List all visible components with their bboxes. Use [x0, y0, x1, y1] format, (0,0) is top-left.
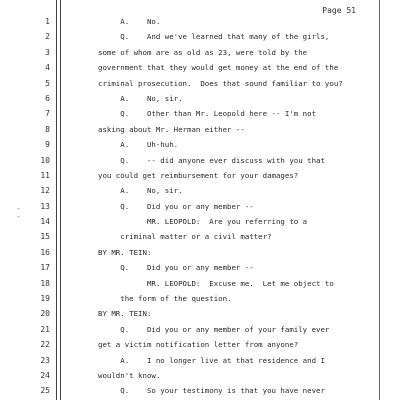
line-number: 16 — [40, 247, 50, 257]
line-text: Q. Did you or any member -- — [98, 263, 254, 273]
transcript-line — [0, 337, 400, 352]
transcript-line — [0, 183, 400, 198]
line-number: 13 — [40, 201, 50, 211]
line-text: MR. LEOPOLD: Excuse me. Let me object to — [98, 278, 334, 288]
line-number: 10 — [40, 155, 50, 165]
line-text: MR. LEOPOLD: Are you referring to a — [98, 217, 308, 227]
transcript-line — [0, 106, 400, 121]
transcript-line — [0, 76, 400, 91]
transcript-line — [0, 306, 400, 321]
transcript-line — [0, 214, 400, 229]
line-number: 17 — [40, 263, 50, 273]
transcript-line — [0, 383, 400, 398]
line-text: criminal matter or a civil matter? — [98, 232, 272, 242]
line-text: wouldn't know. — [98, 370, 161, 380]
line-number: 23 — [40, 355, 50, 365]
line-number: 2 — [45, 32, 50, 42]
transcript-line — [0, 60, 400, 75]
line-number: 4 — [45, 63, 50, 73]
line-text: Q. And we've learned that many of the girls, — [98, 32, 330, 42]
line-text: A. No. — [98, 17, 161, 26]
line-number: 11 — [40, 170, 50, 180]
line-text: Q. So your testimony is that you have never — [98, 386, 325, 396]
line-text: BY MR. TEIN: — [98, 247, 152, 257]
margin-mark: ‑ ‑ — [16, 204, 21, 221]
transcript-line — [0, 368, 400, 383]
transcript-line — [0, 122, 400, 137]
line-text: criminal prosecution. Does that sound familiar to you? — [98, 78, 343, 88]
line-text: A. No, sir. — [98, 186, 183, 196]
line-text: Q. -- did anyone ever discuss with you that — [98, 155, 325, 165]
page-number: Page 51 — [322, 6, 356, 15]
line-text: A. No, sir. — [98, 93, 183, 103]
line-text: asking about Mr. Herman either -- — [98, 124, 245, 134]
line-number: 21 — [40, 324, 50, 334]
line-number: 24 — [40, 370, 50, 380]
line-number: 18 — [40, 278, 50, 288]
line-number: 9 — [45, 140, 50, 150]
line-text: get a victim notification letter from anyone? — [98, 340, 299, 350]
line-text: you could get reimbursement for your damages? — [98, 170, 299, 180]
transcript-line — [0, 353, 400, 368]
transcript-line — [0, 291, 400, 306]
line-number: 12 — [40, 186, 50, 196]
line-number: 6 — [45, 93, 50, 103]
line-number: 15 — [40, 232, 50, 242]
transcript-line — [0, 322, 400, 337]
transcript-line — [0, 45, 400, 60]
line-text: Q. Did you or any member of your family ever — [98, 324, 330, 334]
line-number: 19 — [40, 294, 50, 304]
transcript-line — [0, 91, 400, 106]
transcript-line — [0, 229, 400, 244]
line-number: 7 — [45, 109, 50, 119]
line-number: 20 — [40, 309, 50, 319]
line-number: 25 — [40, 386, 50, 396]
transcript-line — [0, 137, 400, 152]
line-number: 8 — [45, 124, 50, 134]
transcript-line — [0, 168, 400, 183]
transcript-line — [0, 153, 400, 168]
line-text: Q. Did you or any member -- — [98, 201, 254, 211]
line-number: 22 — [40, 340, 50, 350]
transcript-line — [0, 199, 400, 214]
line-number: 5 — [45, 78, 50, 88]
line-text: government that they would get money at the end of the — [98, 63, 339, 73]
line-text: some of whom are as old as 23, were told by the — [98, 47, 308, 57]
line-text: A. I no longer live at that residence and I — [98, 355, 325, 365]
line-text: BY MR. TEIN: — [98, 309, 152, 319]
transcript-line — [0, 14, 400, 29]
transcript-line — [0, 260, 400, 275]
line-text: A. Uh-huh. — [98, 140, 179, 150]
line-number: 1 — [45, 17, 50, 26]
line-number: 14 — [40, 217, 50, 227]
line-text: Q. Other than Mr. Leopold here -- I'm not — [98, 109, 317, 119]
transcript-line — [0, 245, 400, 260]
line-number: 3 — [45, 47, 50, 57]
transcript-line — [0, 29, 400, 44]
line-text: the form of the question. — [98, 294, 232, 304]
transcript-lines — [0, 14, 400, 399]
transcript-line — [0, 276, 400, 291]
